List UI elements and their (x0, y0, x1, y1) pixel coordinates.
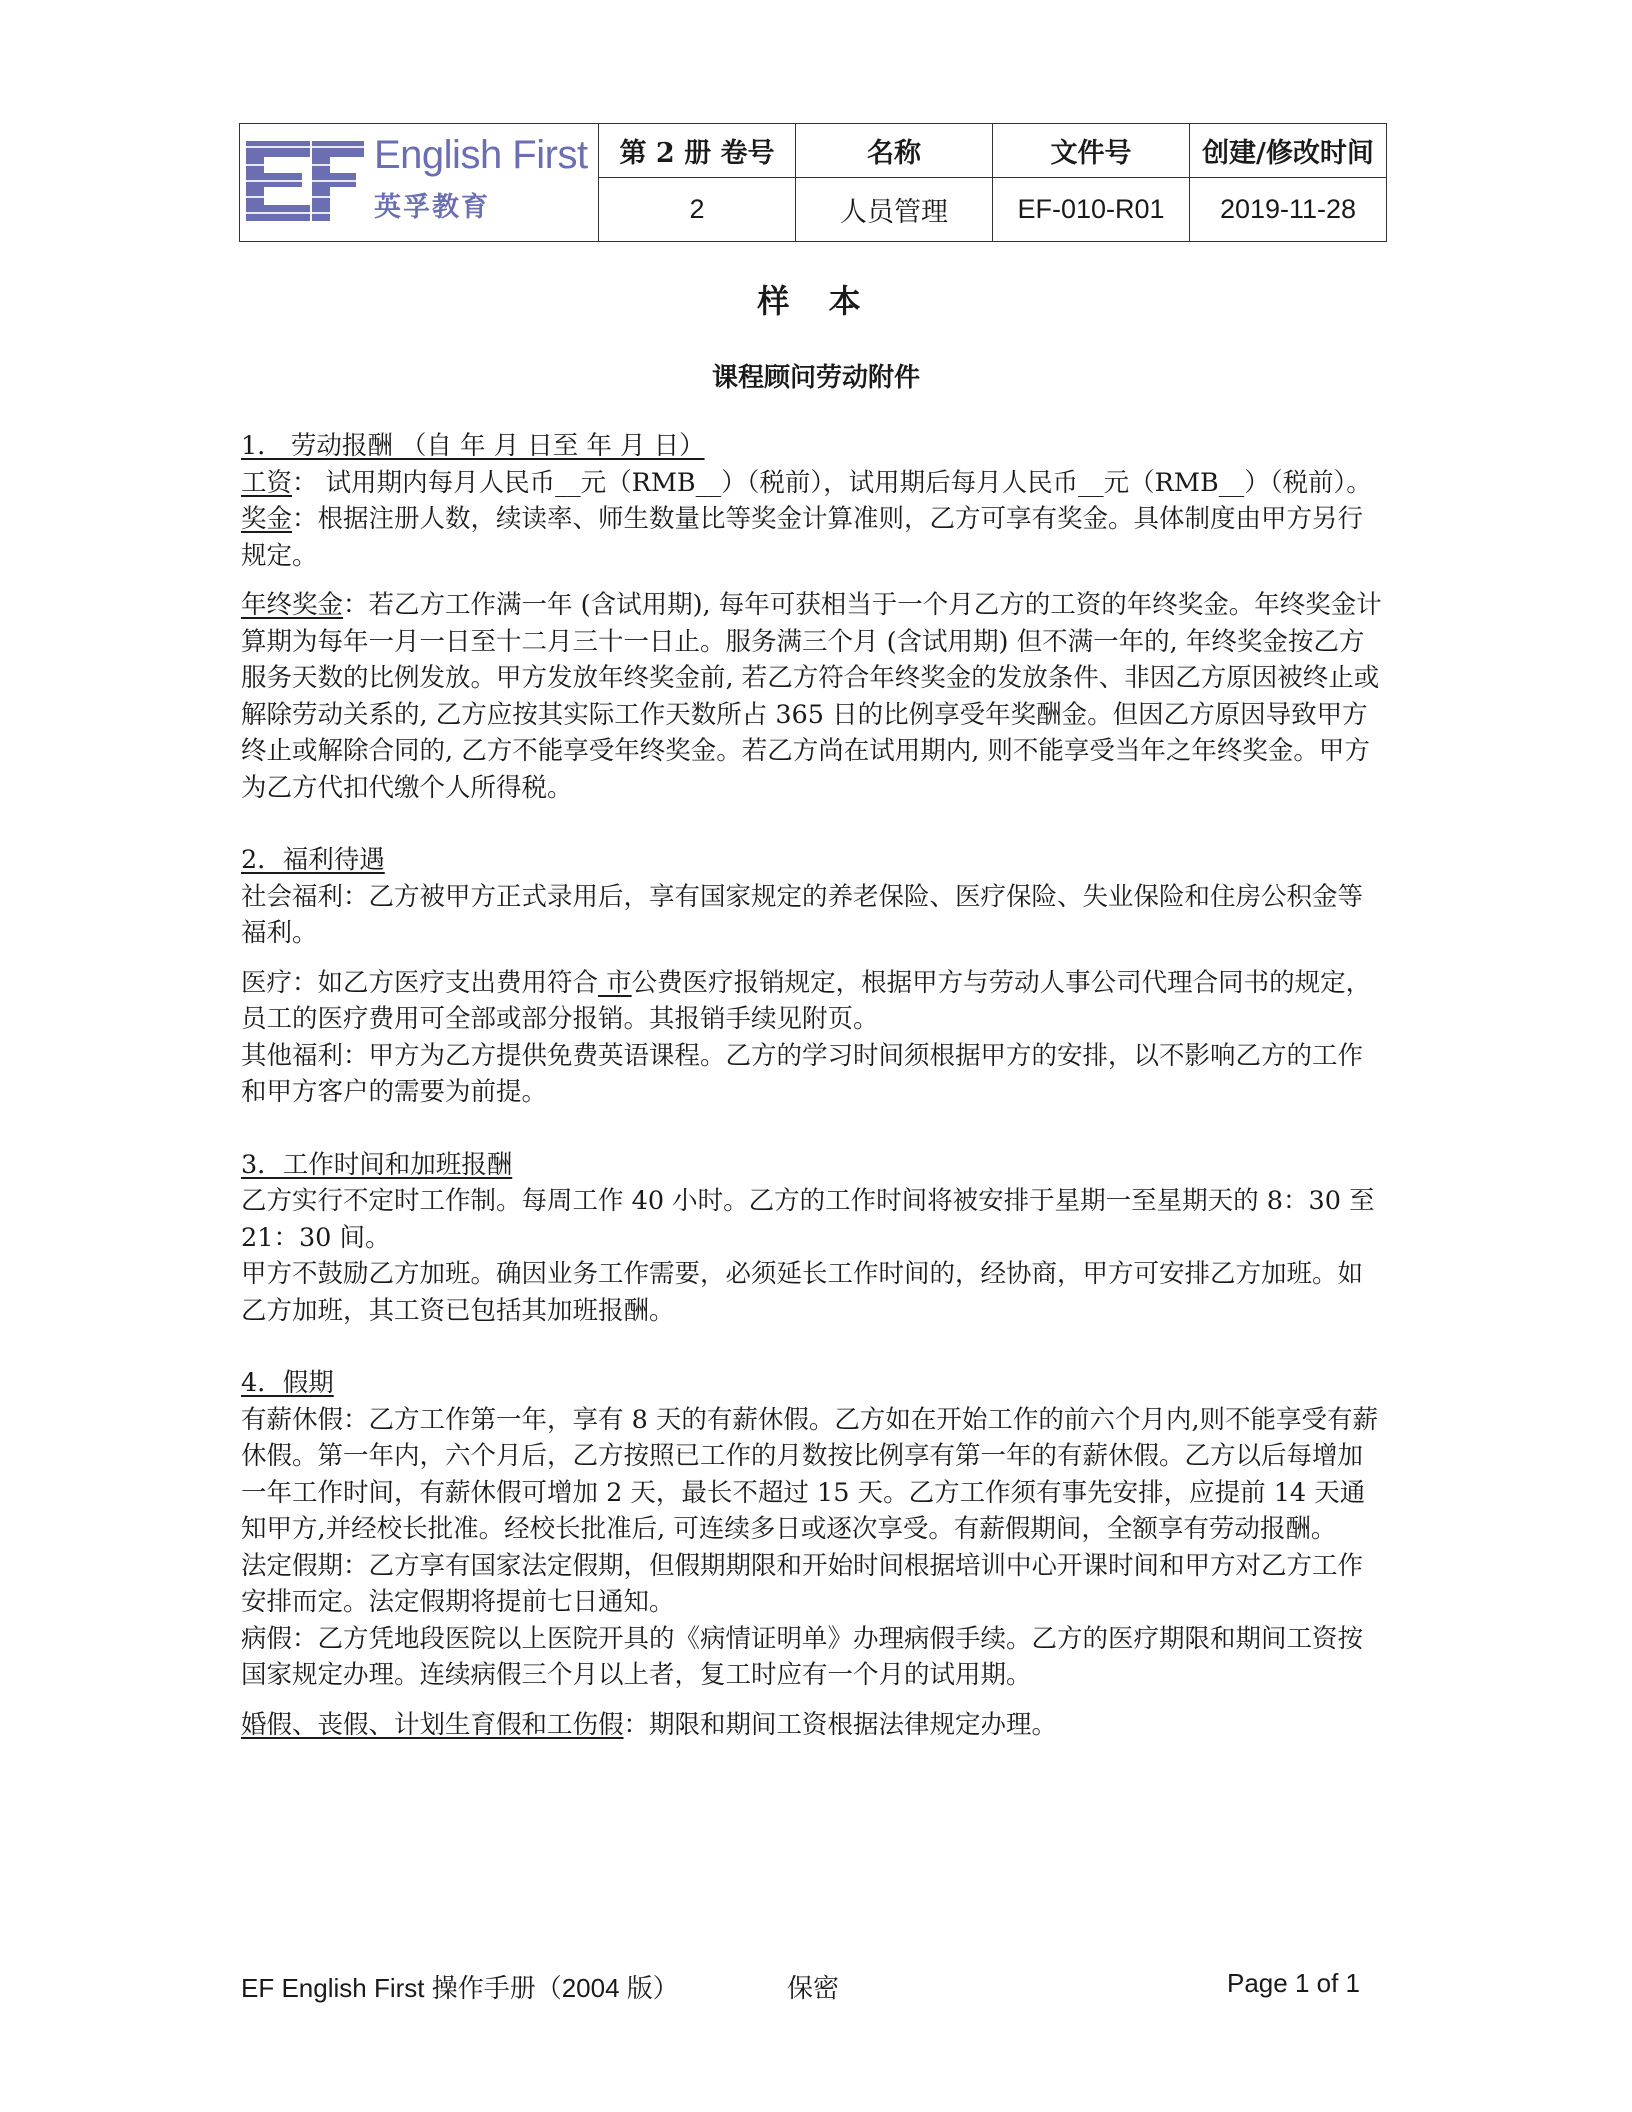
annual-bonus-paragraph: 年终奖金：若乙方工作满一年 (含试用期), 每年可获相当于一个月乙方的工资的年终奖金。年终奖金计算期为每年一月一日至十二月三十一日止。服务满三个月 (含试用期) 但不满一年的, 年终奖金按乙方服务天数的比例发放。甲方发放年终奖金前, 若乙方符合年终奖金的发放条件、非因乙方原因被终止或解除劳动关系的, 乙方应按其实际工作天数所占 365 日的比例享受年奖酬金。但因乙方原因导致甲方终止或解除合同的, 乙方不能享受年终奖金。若乙方尚在试用期内, 则不能享受当年之年终奖金。甲方为乙方代扣代缴个人所得税。 (241, 590, 1382, 803)
section-4-heading: 4．假期 (241, 1368, 334, 1398)
brand-name-zh: 英孚教育 (374, 191, 490, 223)
social-welfare-paragraph: 社会福利：乙方被甲方正式录用后，享有国家规定的养老保险、医疗保险、失业保险和住房公积金等福利。 (241, 881, 1364, 948)
footer-confidential: 保密 (787, 1974, 840, 2004)
document-title: 样 本 (757, 282, 875, 320)
header-value-file-number: EF-010-R01 (993, 178, 1190, 242)
header-value-name: 人员管理 (796, 178, 993, 242)
header-label-name: 名称 (796, 124, 993, 178)
section-2-heading: 2．福利待遇 (241, 845, 385, 875)
bonus-label: 奖金 (241, 504, 293, 534)
section-1-heading: 1． 劳动报酬 （自 年 月 日至 年 月 日） (241, 431, 705, 461)
paid-leave-paragraph: 有薪休假：乙方工作第一年，享有 8 天的有薪休假。乙方如在开始工作的前六个月内,则不能享受有薪休假。第一年内，六个月后，乙方按照已工作的月数按比例享有第一年的有薪休假。乙方以后每增加一年工作时间，有薪休假可增加 2 天，最长不超过 15 天。乙方工作须有事先安排，应提前 14 天通知甲方,并经校长批准。经校长批准后, 可连续多日或逐次享受。有薪假期间，全额享有劳动报酬。 (241, 1404, 1379, 1544)
wage-paragraph: 工资： 试用期内每月人民币__元（RMB__）（税前），试用期后每月人民币__元（RMB__）（税前）。 (241, 467, 1372, 498)
document-body (241, 428, 1387, 1743)
header-label-date: 创建/修改时间 (1190, 124, 1387, 178)
document-subtitle: 课程顾问劳动附件 (711, 363, 920, 393)
brand-name-en: English First (374, 132, 588, 177)
header-label-file-number: 文件号 (993, 124, 1190, 178)
header-label-volume: 第 2 册 卷号 (599, 124, 796, 178)
other-welfare-paragraph: 其他福利：甲方为乙方提供免费英语课程。乙方的学习时间须根据甲方的安排，以不影响乙方的工作和甲方客户的需要为前提。 (241, 1040, 1364, 1107)
document-header-table (239, 123, 1387, 242)
header-value-date: 2019-11-28 (1190, 178, 1387, 242)
annual-bonus-label: 年终奖金 (241, 590, 344, 620)
wage-label: 工资 (241, 467, 293, 498)
ef-logo (240, 125, 598, 241)
logo-cell (240, 124, 599, 242)
footer-page-number: Page 1 of 1 (1227, 1968, 1360, 1998)
bonus-paragraph: 奖金：根据注册人数，续读率、师生数量比等奖金计算准则，乙方可享有奖金。具体制度由甲方另行规定。 (241, 504, 1364, 571)
statutory-holiday-paragraph: 法定假期：乙方享有国家法定假期，但假期期限和开始时间根据培训中心开课时间和甲方对乙方工作安排而定。法定假期将提前七日通知。 (241, 1550, 1364, 1617)
overtime-paragraph: 甲方不鼓励乙方加班。确因业务工作需要，必须延长工作时间的，经协商，甲方可安排乙方加班。如乙方加班，其工资已包括其加班报酬。 (241, 1259, 1364, 1326)
header-value-volume: 2 (599, 178, 796, 242)
work-hours-paragraph: 乙方实行不定时工作制。每周工作 40 小时。乙方的工作时间将被安排于星期一至星期天的 8：30 至 21：30 间。 (241, 1186, 1375, 1253)
medical-paragraph: 医疗：如乙方医疗支出费用符合 市公费医疗报销规定，根据甲方与劳动人事公司代理合同书的规定，员工的医疗费用可全部或部分报销。其报销手续见附页。 (241, 967, 1372, 1034)
sick-leave-paragraph: 病假：乙方凭地段医院以上医院开具的《病情证明单》办理病假手续。乙方的医疗期限和期间工资按国家规定办理。连续病假三个月以上者，复工时应有一个月的试用期。 (241, 1623, 1364, 1690)
other-leave-paragraph: 婚假、丧假、计划生育假和工伤假：期限和期间工资根据法律规定办理。 (241, 1709, 1058, 1740)
city-blank: 市 (598, 967, 632, 998)
ef-logo-icon (240, 135, 368, 227)
other-leave-label: 婚假、丧假、计划生育假和工伤假 (241, 1709, 624, 1740)
section-3-heading: 3．工作时间和加班报酬 (241, 1149, 513, 1180)
footer-manual-title: EF English First 操作手册（2004 版） (241, 1973, 679, 2003)
